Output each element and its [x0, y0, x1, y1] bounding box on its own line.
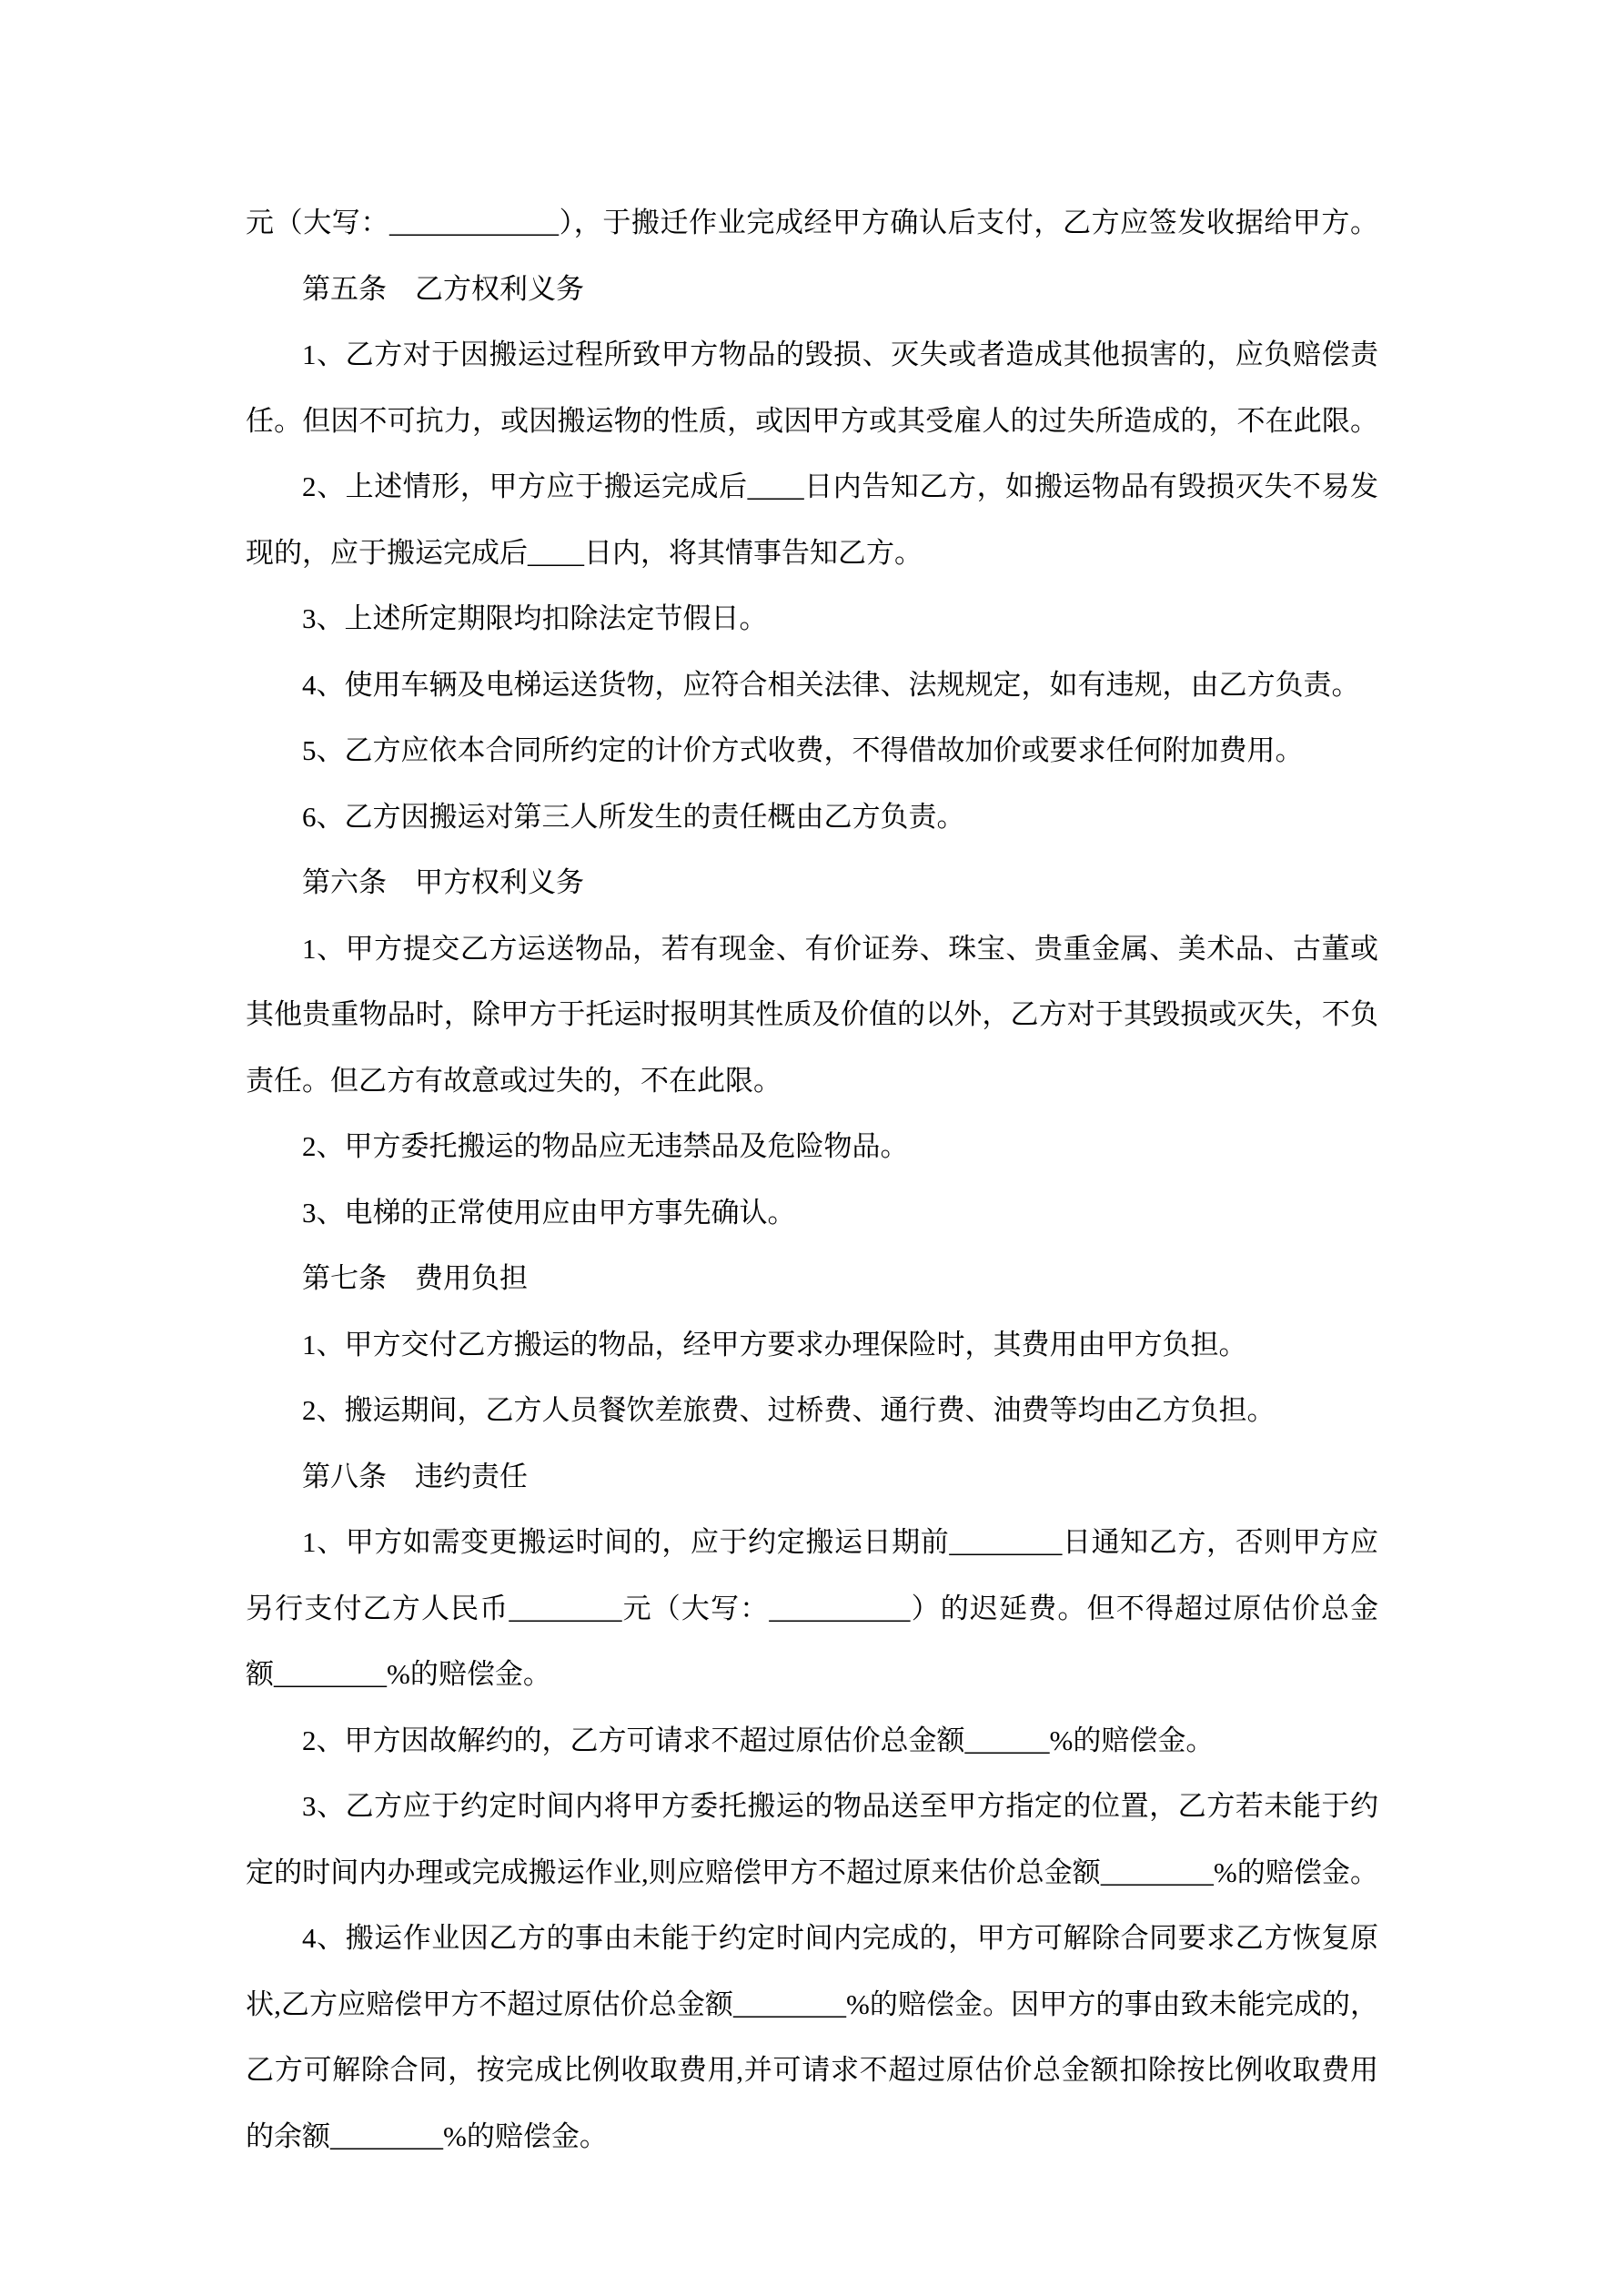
contract-line: 现的，应于搬运完成后____日内，将其情事告知乙方。: [246, 536, 923, 569]
contract-line: 另行支付乙方人民币________元（大写：__________）的迟延费。但不得超过原估价总金: [246, 1592, 1378, 1624]
contract-line: 责任。但乙方有故意或过失的，不在此限。: [246, 1064, 782, 1097]
contract-line: 乙方可解除合同，按完成比例收取费用,并可请求不超过原估价总金额扣除按比例收取费用: [246, 2054, 1378, 2086]
contract-line: 2、搬运期间，乙方人员餐饮差旅费、过桥费、通行费、油费等均由乙方负担。: [302, 1394, 1276, 1426]
contract-line: 1、甲方交付乙方搬运的物品，经甲方要求办理保险时，其费用由甲方负担。: [302, 1328, 1247, 1360]
contract-line: 额________%的赔偿金。: [246, 1658, 551, 1690]
contract-line: 元（大写：____________），于搬迁作业完成经甲方确认后支付，乙方应签发收据给甲方。: [246, 207, 1378, 238]
section-heading: 第七条 费用负担: [302, 1262, 528, 1294]
section-heading: 第五条 乙方权利义务: [302, 272, 584, 305]
contract-line: 2、甲方委托搬运的物品应无违禁品及危险物品。: [302, 1130, 909, 1162]
contract-line: 定的时间内办理或完成搬运作业,则应赔偿甲方不超过原来估价总金额________%的赔偿金。: [246, 1856, 1378, 1888]
contract-line: 2、上述情形，甲方应于搬运完成后____日内告知乙方，如搬运物品有毁损灭失不易发: [302, 470, 1378, 502]
contract-line: 1、甲方如需变更搬运时间的，应于约定搬运日期前________日通知乙方，否则甲方应: [302, 1526, 1378, 1558]
contract-line: 1、乙方对于因搬运过程所致甲方物品的毁损、灭失或者造成其他损害的，应负赔偿责: [302, 339, 1378, 370]
section-heading: 第八条 违约责任: [302, 1460, 528, 1492]
contract-line: 5、乙方应依本合同所约定的计价方式收费，不得借故加价或要求任何附加费用。: [302, 734, 1304, 766]
contract-line: 3、电梯的正常使用应由甲方事先确认。: [302, 1196, 796, 1229]
contract-line: 3、乙方应于约定时间内将甲方委托搬运的物品送至甲方指定的位置，乙方若未能于约: [302, 1790, 1378, 1822]
contract-line: 6、乙方因搬运对第三人所发生的责任概由乙方负责。: [302, 800, 965, 833]
contract-line: 任。但因不可抗力，或因搬运物的性质，或因甲方或其受雇人的过失所造成的，不在此限。: [246, 404, 1378, 437]
contract-line: 2、甲方因故解约的，乙方可请求不超过原估价总金额______%的赔偿金。: [302, 1724, 1215, 1756]
section-heading: 第六条 甲方权利义务: [302, 866, 584, 898]
contract-line: 4、搬运作业因乙方的事由未能于约定时间内完成的，甲方可解除合同要求乙方恢复原: [302, 1922, 1378, 1954]
contract-line: 4、使用车辆及电梯运送货物，应符合相关法律、法规规定，如有违规，由乙方负责。: [302, 668, 1360, 701]
contract-line: 状,乙方应赔偿甲方不超过原估价总金额________%的赔偿金。因甲方的事由致未能完成的，: [246, 1988, 1378, 2020]
contract-line: 3、上述所定期限均扣除法定节假日。: [302, 602, 768, 634]
contract-line: 其他贵重物品时，除甲方于托运时报明其性质及价值的以外，乙方对于其毁损或灭失，不负: [246, 998, 1378, 1030]
contract-line: 的余额________%的赔偿金。: [246, 2119, 608, 2152]
contract-line: 1、甲方提交乙方运送物品，若有现金、有价证券、珠宝、贵重金属、美术品、古董或: [302, 932, 1378, 965]
